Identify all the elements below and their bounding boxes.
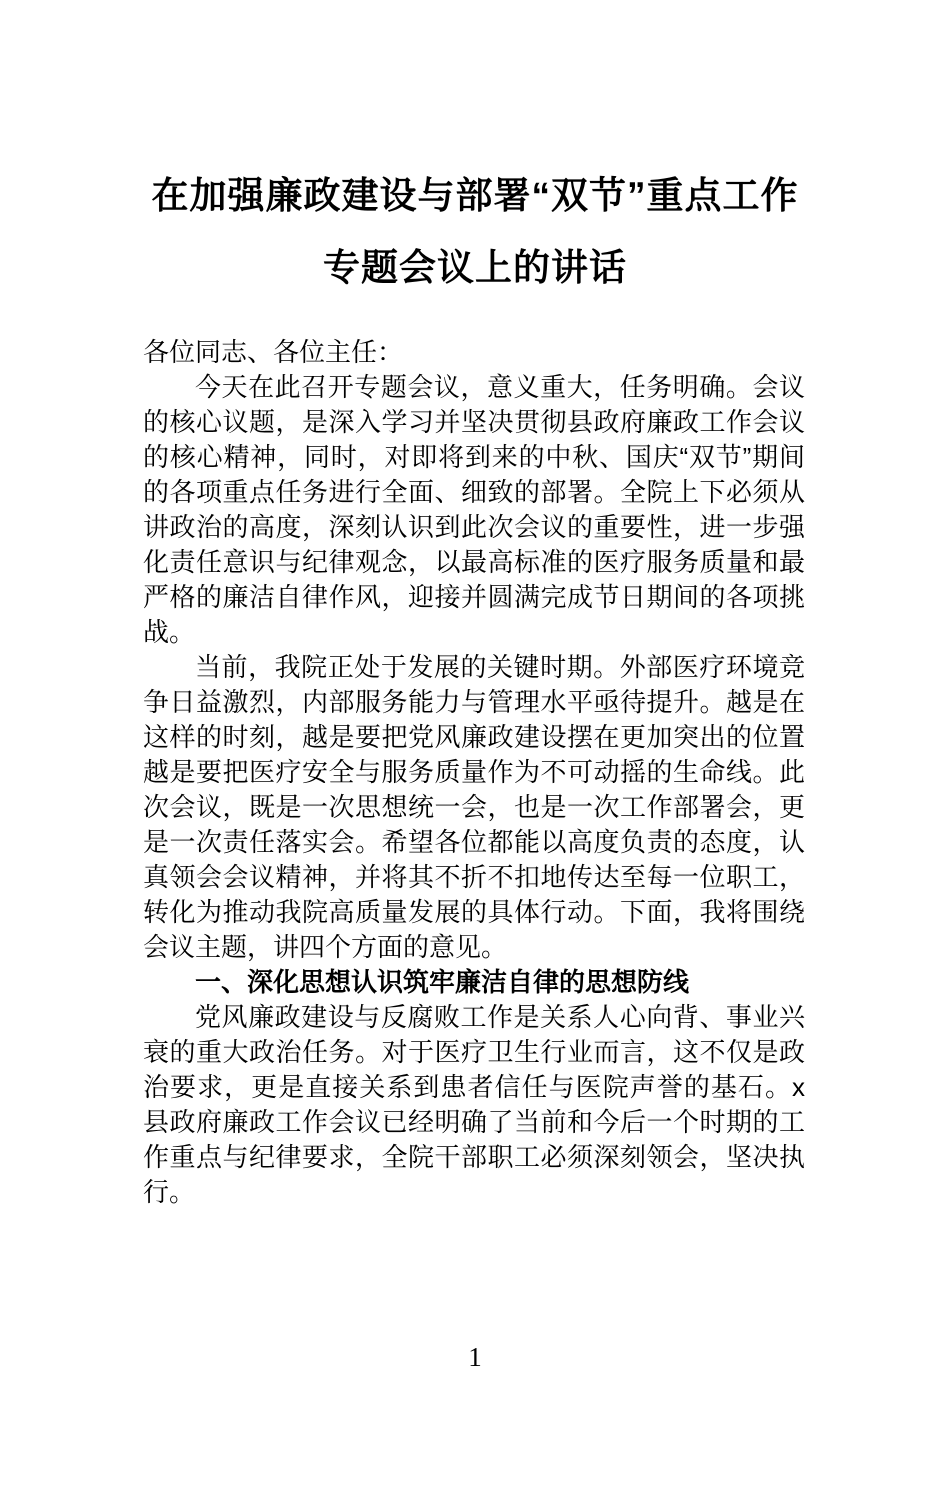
page-number: 1 <box>468 1342 482 1372</box>
section-heading-1: 一、深化思想认识筑牢廉洁自律的思想防线 <box>195 967 690 997</box>
document-title-line-2: 专题会议上的讲话 <box>323 247 627 288</box>
document-title <box>80 160 870 304</box>
document-page <box>0 160 950 1504</box>
paragraph-2: 当前，我院正处于发展的关键时期。外部医疗环境竞争日益激烈，内部服务能力与管理水平亟待提升。越是在这样的时刻，越是要把党风廉政建设摆在更加突出的位置越是要把医疗安全与服务质量作为不可动摇的生命线。此次会议，既是一次思想统一会，也是一次工作部署会，更是一次责任落实会。希望各位都能以高度负责的态度，认真领会会议精神，并将其不折不扣地传达至每一位职工，转化为推动我院高质量发展的具体行动。下面，我将围绕会议主题，讲四个方面的意见。 <box>143 652 805 962</box>
paragraph-1: 今天在此召开专题会议，意义重大，任务明确。会议的核心议题，是深入学习并坚决贯彻县政府廉政工作会议的核心精神，同时，对即将到来的中秋、国庆“双节”期间的各项重点任务进行全面、细致的部署。全院上下必须从讲政治的高度，深刻认识到此次会议的重要性，进一步强化责任意识与纪律观念，以最高标准的医疗服务质量和最严格的廉洁自律作风，迎接并圆满完成节日期间的各项挑战。 <box>143 372 805 647</box>
paragraph-3: 党风廉政建设与反腐败工作是关系人心向背、事业兴衰的重大政治任务。对于医疗卫生行业而言，这不仅是政治要求，更是直接关系到患者信任与医院声誉的基石。x县政府廉政工作会议已经明确了当前和今后一个时期的工作重点与纪律要求，全院干部职工必须深刻领会，坚决执行。 <box>143 1002 805 1207</box>
document-title-line-1: 在加强廉政建设与部署“双节”重点工作 <box>151 175 799 216</box>
salutation: 各位同志、各位主任： <box>143 337 404 367</box>
page-footer <box>0 1340 950 1375</box>
document-body <box>143 335 805 1210</box>
